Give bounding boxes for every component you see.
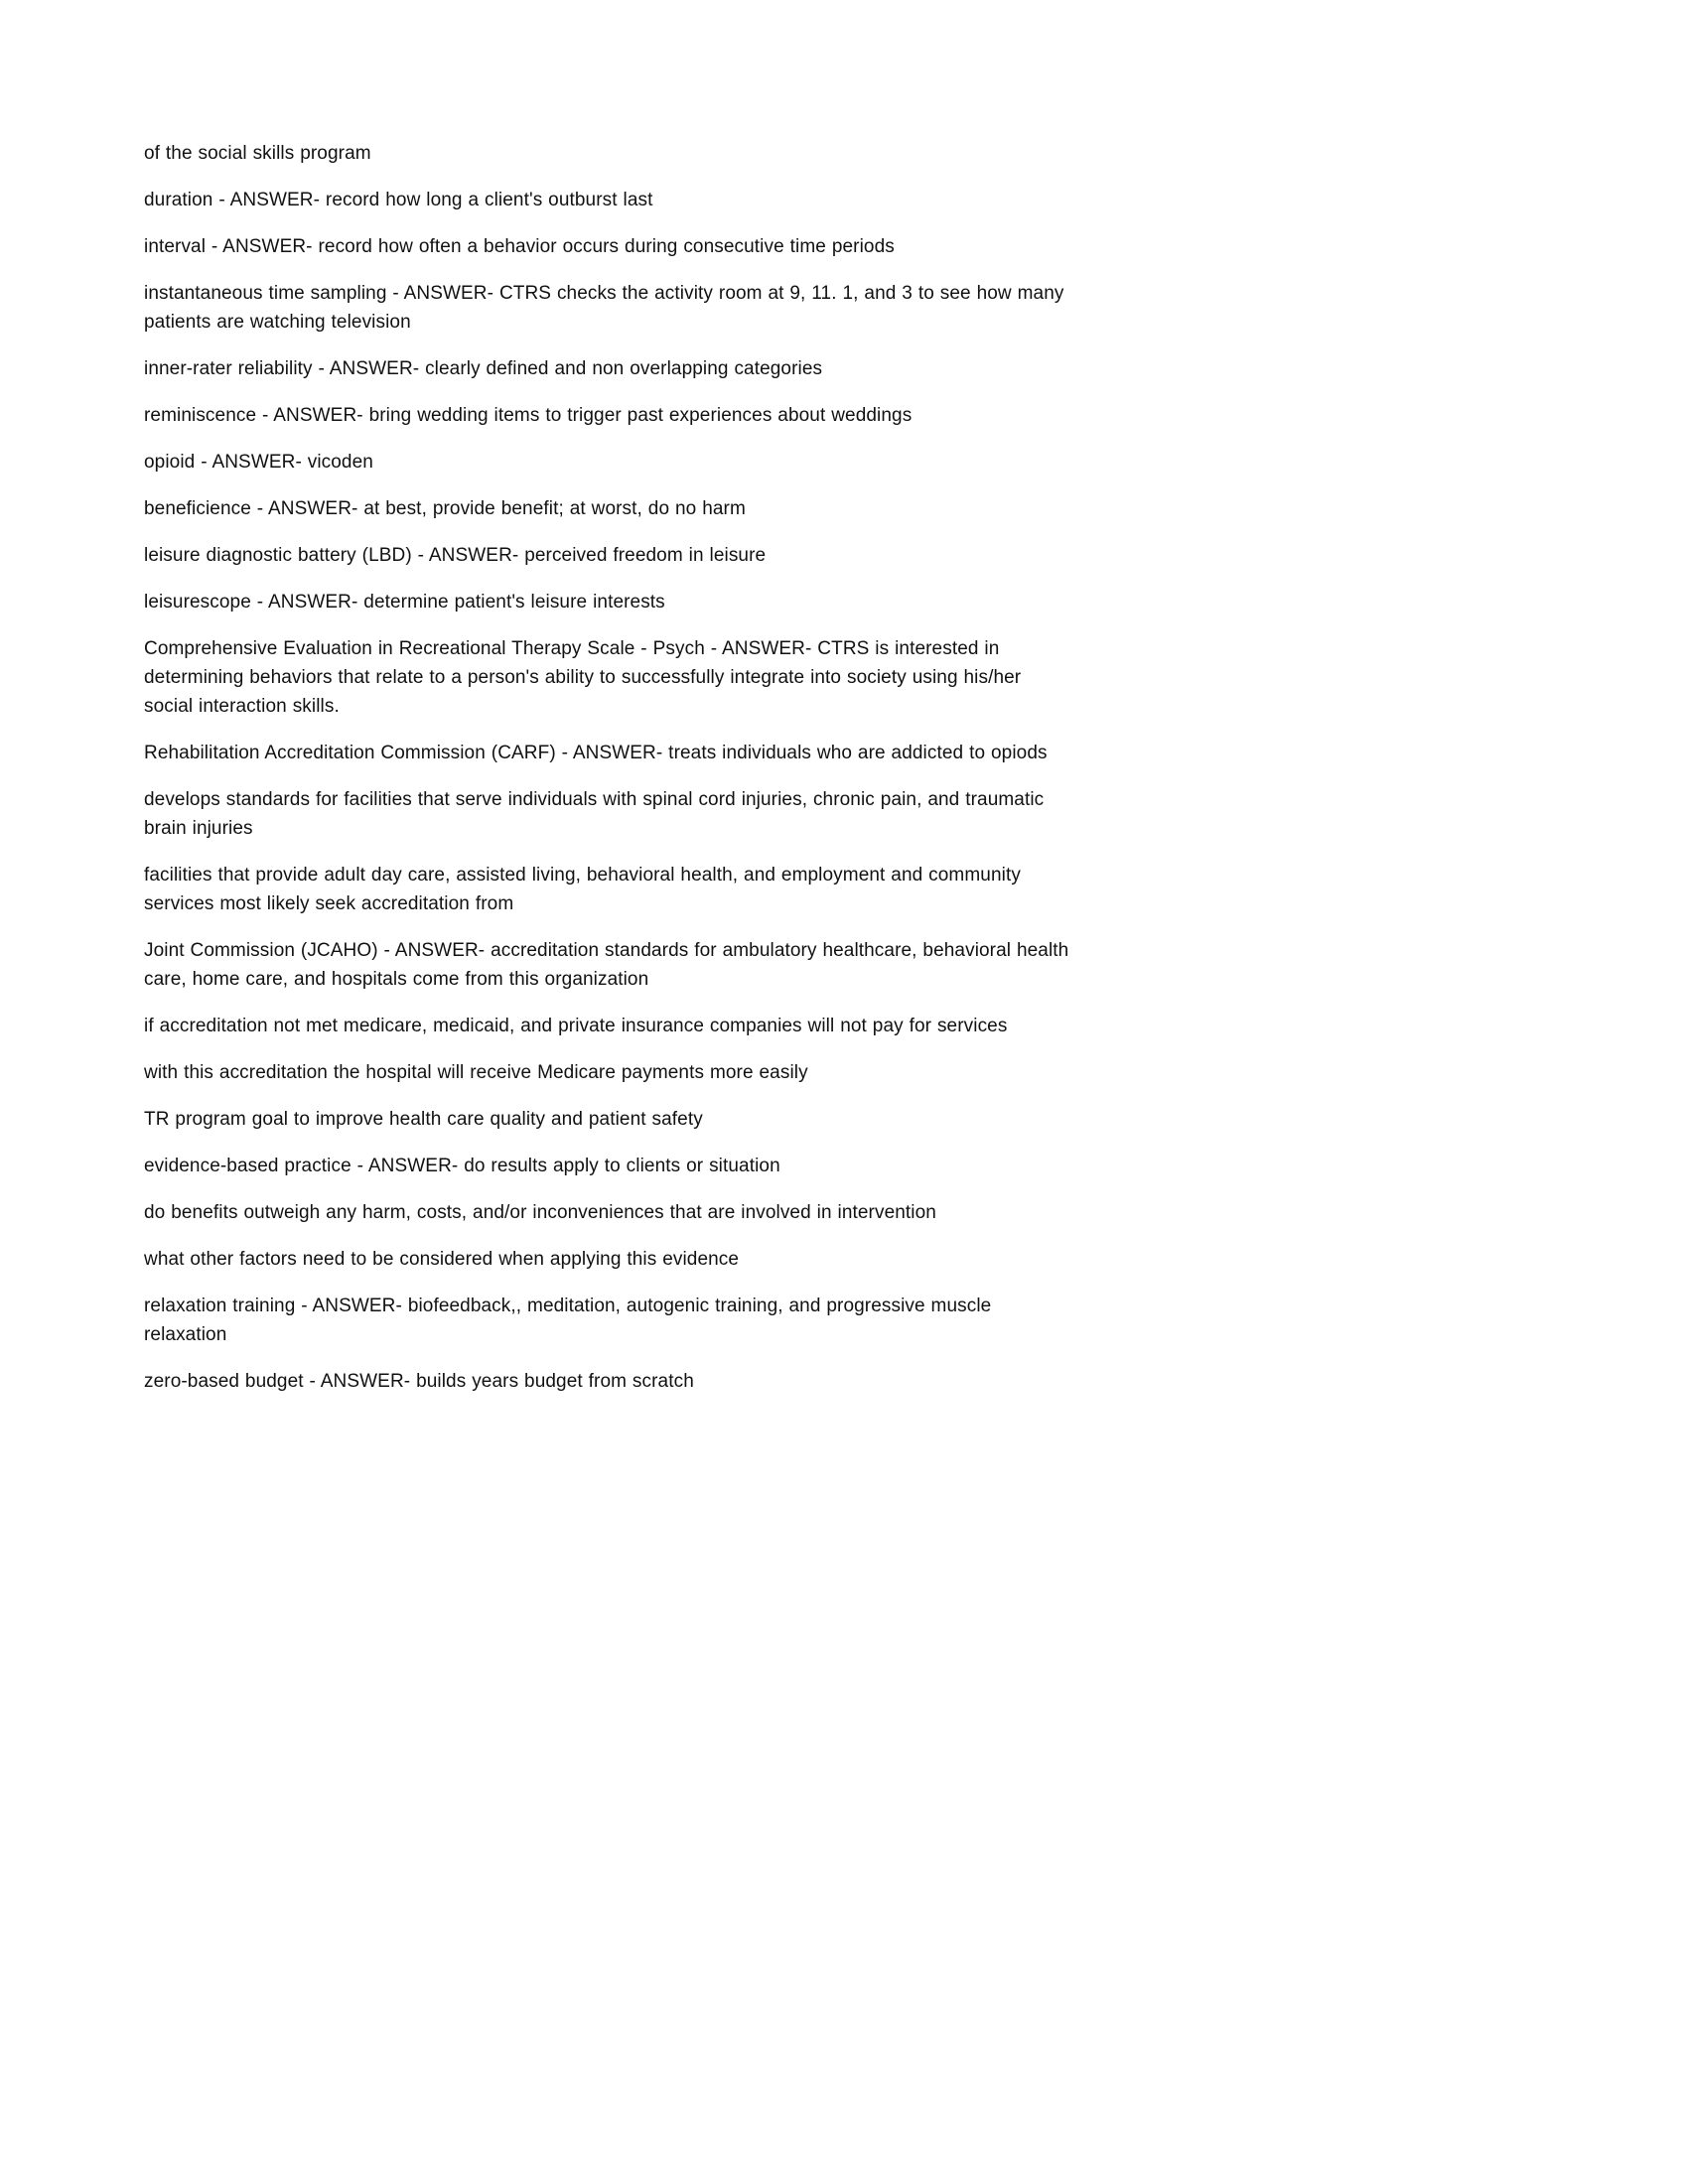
paragraph: duration - ANSWER- record how long a client's outburst last xyxy=(144,190,653,210)
paragraph: Joint Commission (JCAHO) - ANSWER- accreditation standards for ambulatory healthcare, behavioral health care, home care, and hospitals come from this organization xyxy=(144,940,1069,990)
paragraph: beneficience - ANSWER- at best, provide benefit; at worst, do no harm xyxy=(144,498,746,519)
paragraph: develops standards for facilities that serve individuals with spinal cord injuries, chronic pain, and traumatic brain injuries xyxy=(144,789,1045,839)
paragraph: Comprehensive Evaluation in Recreational Therapy Scale - Psych - ANSWER- CTRS is interested in determining behaviors that relate to a person's ability to successfully integrate into society using his/her social interaction skills. xyxy=(144,638,1022,717)
paragraph: with this accreditation the hospital will receive Medicare payments more easily xyxy=(144,1062,808,1083)
paragraph: relaxation training - ANSWER- biofeedback,, meditation, autogenic training, and progressive muscle relaxation xyxy=(144,1296,992,1345)
paragraph: of the social skills program xyxy=(144,143,371,164)
paragraph: evidence-based practice - ANSWER- do results apply to clients or situation xyxy=(144,1156,780,1176)
paragraph: zero-based budget - ANSWER- builds years budget from scratch xyxy=(144,1371,694,1392)
paragraph: instantaneous time sampling - ANSWER- CTRS checks the activity room at 9, 11. 1, and 3 to see how many patients are watching television xyxy=(144,283,1064,333)
paragraph: facilities that provide adult day care, assisted living, behavioral health, and employment and community services most likely seek accreditation from xyxy=(144,865,1021,914)
paragraph: leisure diagnostic battery (LBD) - ANSWER- perceived freedom in leisure xyxy=(144,545,767,566)
paragraph: what other factors need to be considered when applying this evidence xyxy=(144,1249,740,1270)
paragraph: if accreditation not met medicare, medicaid, and private insurance companies will not pay for services xyxy=(144,1016,1008,1036)
paragraph: do benefits outweigh any harm, costs, and/or inconveniences that are involved in intervention xyxy=(144,1202,936,1223)
paragraph: leisurescope - ANSWER- determine patient's leisure interests xyxy=(144,592,665,613)
paragraph: reminiscence - ANSWER- bring wedding items to trigger past experiences about weddings xyxy=(144,405,913,426)
paragraph: TR program goal to improve health care quality and patient safety xyxy=(144,1109,703,1130)
paragraph: Rehabilitation Accreditation Commission (CARF) - ANSWER- treats individuals who are addicted to opiods xyxy=(144,743,1048,763)
document-text-block xyxy=(144,139,1072,1414)
paragraph: opioid - ANSWER- vicoden xyxy=(144,452,373,473)
paragraph: inner-rater reliability - ANSWER- clearly defined and non overlapping categories xyxy=(144,358,823,379)
paragraph: interval - ANSWER- record how often a behavior occurs during consecutive time periods xyxy=(144,236,895,257)
